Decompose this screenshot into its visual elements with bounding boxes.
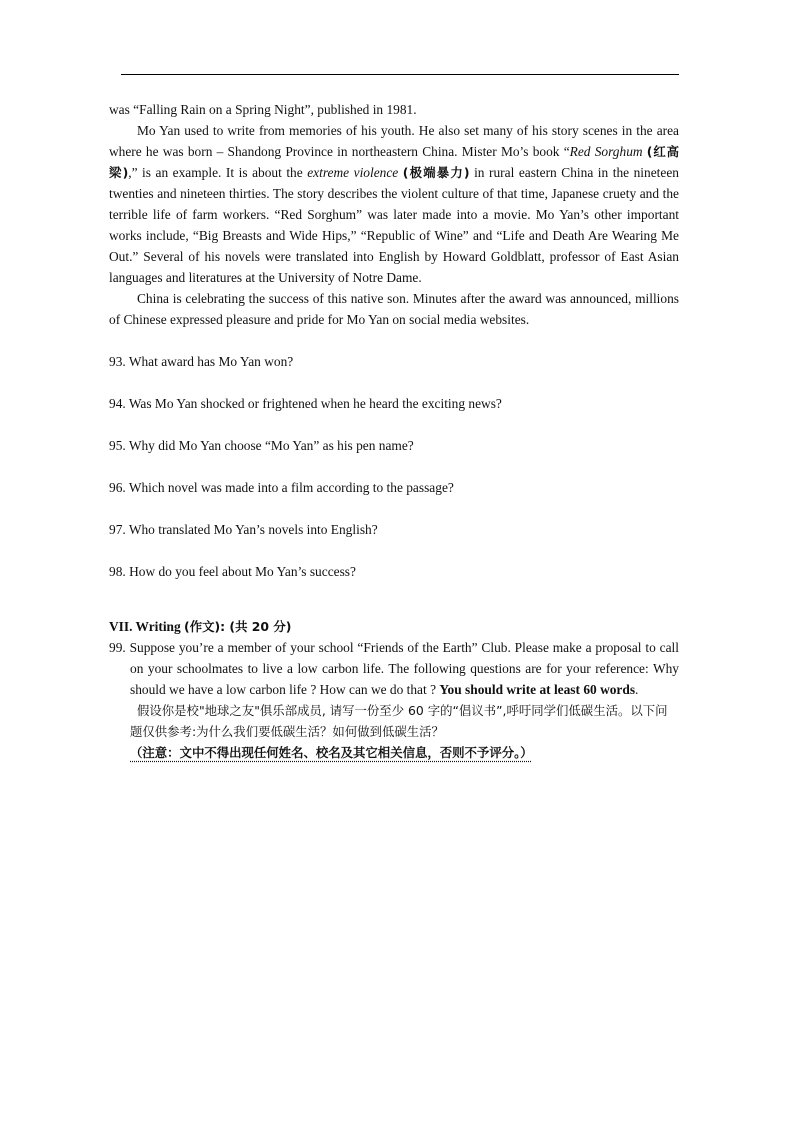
writing-prompt-text: 99. Suppose you’re a member of your school “Friends of the Earth” Club. Please make a proposal to call on your schoolmates to live a low carbon life. The following questions are for your reference: Why should we have a low carbon life ? How can we do that ?	[109, 640, 679, 697]
question-93: 93. What award has Mo Yan won?	[109, 354, 294, 369]
writing-chinese-text: 假设你是校"地球之友"俱乐部成员, 请写一份至少 60 字的“倡议书”,呼吁同学们低碳生活。以下问题仅供参考:为什么我们要低碳生活？如何做到低碳生活？	[130, 703, 668, 739]
writing-prompt-end: .	[635, 682, 639, 697]
passage-paragraph-1	[109, 120, 679, 288]
writing-title-cn: (作文)	[184, 619, 221, 634]
question-98: 98. How do you feel about Mo Yan’s success?	[109, 564, 356, 579]
p1-text-e: in rural eastern China in the nineteen twenties and nineteen thirties. The story describes the violent culture of that time, Japanese cruety and the terrible life of farm workers. “Red Sorghum” was later made into a movie. Mo Yan’s other important works include, “Big Breasts and Wide Hips,” “Republic of Wine” and “Life and Death Are Wearing Me Out.” Several of his novels were translated into English by Howard Goldblatt, professor of East Asian languages and literatures at the University of Notre Dame.	[109, 165, 679, 285]
passage-paragraph-2: China is celebrating the success of this native son. Minutes after the award was announced, millions of Chinese expressed pleasure and pride for Mo Yan on social media websites.	[109, 291, 679, 327]
book-title-chinese: (红高梁)	[109, 144, 679, 180]
term-extreme-violence: extreme violence	[307, 165, 399, 180]
book-title-red-sorghum: Red Sorghum	[569, 144, 643, 159]
writing-note-text: （注意：文中不得出现任何姓名、校名及其它相关信息，否则不予评分。）	[130, 745, 533, 760]
question-96: 96. Which novel was made into a film according to the passage?	[109, 480, 454, 495]
writing-title-score: : (共 20 分)	[220, 619, 292, 634]
question-97: 97. Who translated Mo Yan’s novels into English?	[109, 522, 378, 537]
p1-text-a: Mo Yan used to write from memories of his youth. He also set many of his story scenes in the area where he was born – Shandong Province in northeastern China. Mister Mo’s book “	[109, 123, 679, 159]
writing-section-title	[109, 616, 679, 637]
writing-word-requirement: You should write at least 60 words	[439, 682, 636, 697]
writing-prompt-chinese	[109, 700, 679, 742]
document-page	[109, 99, 679, 763]
header-rule	[121, 74, 679, 75]
term-chinese: (极端暴力)	[402, 165, 470, 180]
question-list	[109, 351, 679, 582]
p1-text-c: ,” is an example. It is about the	[128, 165, 308, 180]
writing-prompt-99	[109, 637, 679, 700]
question-94: 94. Was Mo Yan shocked or frightened when he heard the exciting news?	[109, 396, 502, 411]
question-95: 95. Why did Mo Yan choose “Mo Yan” as his pen name?	[109, 438, 414, 453]
writing-note	[109, 742, 679, 763]
passage-continuation-line: was “Falling Rain on a Spring Night”, published in 1981.	[109, 102, 417, 117]
writing-title-en: VII. Writing	[109, 619, 185, 634]
